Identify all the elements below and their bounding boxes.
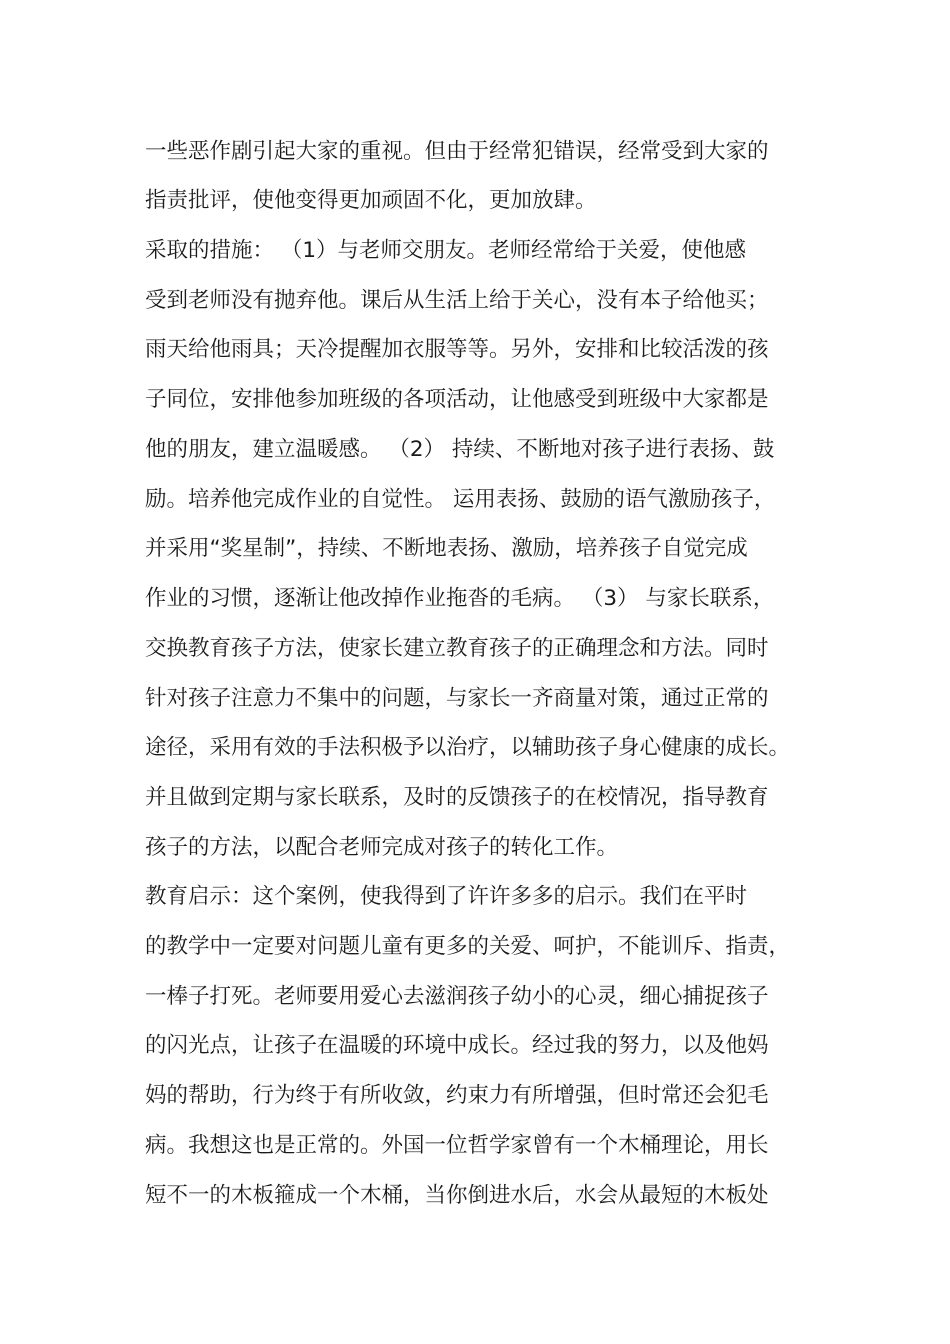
text-line: 采取的措施： （1）与老师交朋友。老师经常给于关爱，使他感 [145, 238, 747, 263]
text-line: 交换教育孩子方法，使家长建立教育孩子的正确理念和方法。同时 [145, 636, 769, 661]
text-line: 的教学中一定要对问题儿童有更多的关爱、呵护，不能训斥、指责， [145, 934, 791, 959]
text-line: 一些恶作剧引起大家的重视。但由于经常犯错误，经常受到大家的 [145, 139, 769, 164]
text-line: 短不一的木板箍成一个木桶，当你倒进水后，水会从最短的木板处 [145, 1183, 769, 1208]
text-line: 受到老师没有抛弃他。课后从生活上给于关心，没有本子给他买； [145, 288, 769, 313]
text-line: 妈的帮助，行为终于有所收敛，约束力有所增强，但时常还会犯毛 [145, 1083, 769, 1108]
text-line: 途径，采用有效的手法积极予以治疗，以辅助孩子身心健康的成长。 [145, 735, 791, 760]
text-line: 雨天给他雨具；天冷提醒加衣服等等。另外，安排和比较活泼的孩 [145, 337, 769, 362]
text-line: 针对孩子注意力不集中的问题，与家长一齐商量对策，通过正常的 [145, 686, 769, 711]
text-line: 并且做到定期与家长联系，及时的反馈孩子的在校情况，指导教育 [145, 785, 769, 810]
text-line: 教育启示：这个案例，使我得到了许许多多的启示。我们在平时 [145, 884, 748, 909]
text-line: 作业的习惯，逐渐让他改掉作业拖沓的毛病。 （3） 与家长联系， [145, 586, 775, 611]
text-line: 励。培养他完成作业的自觉性。 运用表扬、鼓励的语气激励孩子， [145, 487, 776, 512]
text-line: 一棒子打死。老师要用爱心去滋润孩子幼小的心灵，细心捕捉孩子 [145, 984, 769, 1009]
text-line: 的闪光点，让孩子在温暖的环境中成长。经过我的努力，以及他妈 [145, 1033, 769, 1058]
text-line: 病。我想这也是正常的。外国一位哲学家曾有一个木桶理论，用长 [145, 1133, 769, 1158]
text-line: 子同位，安排他参加班级的各项活动，让他感受到班级中大家都是 [145, 387, 769, 412]
text-line: 并采用“奖星制”，持续、不断地表扬、激励，培养孩子自觉完成 [145, 536, 748, 561]
text-line: 指责批评，使他变得更加顽固不化，更加放肆。 [145, 188, 597, 213]
text-line: 他的朋友，建立温暖感。 （2） 持续、不断地对孩子进行表扬、鼓 [145, 437, 775, 462]
text-line: 孩子的方法，以配合老师完成对孩子的转化工作。 [145, 835, 619, 860]
